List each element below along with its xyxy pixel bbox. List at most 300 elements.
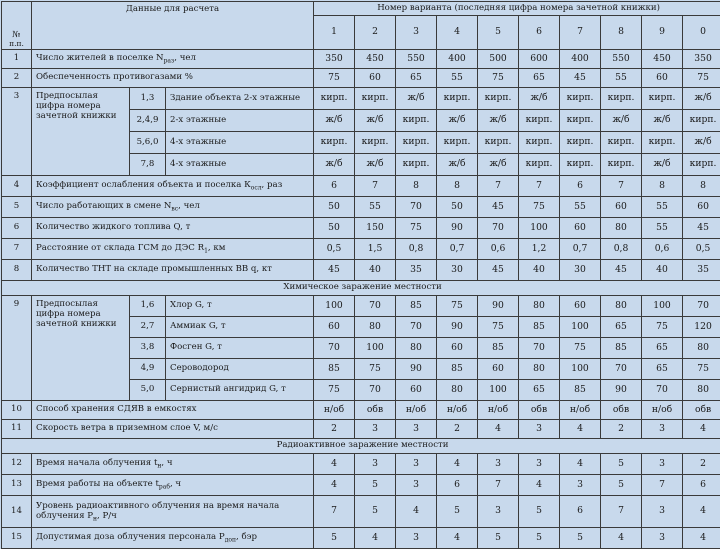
value-cell: 0,8 (396, 239, 437, 260)
variant-header: 1 (314, 16, 355, 50)
value-cell: 3 (396, 454, 437, 475)
value-cell: 65 (642, 338, 683, 359)
value-cell: 90 (437, 317, 478, 338)
value-cell: 60 (560, 218, 601, 239)
value-cell: н/об (396, 401, 437, 420)
value-cell: 85 (560, 380, 601, 401)
value-cell: 40 (642, 260, 683, 281)
table-row (2, 218, 720, 239)
value-cell: 2 (437, 420, 478, 439)
table-row (2, 420, 720, 439)
value-cell: 3 (396, 475, 437, 496)
value-cell: 85 (396, 296, 437, 317)
value-cell: обв (519, 401, 560, 420)
value-cell: 80 (519, 359, 560, 380)
value-cell: 7 (519, 176, 560, 197)
section-heading-chemical: Химическое заражение местности (2, 281, 720, 296)
value-cell: 100 (560, 359, 601, 380)
variant-header: 5 (478, 16, 519, 50)
value-cell: 3 (355, 454, 396, 475)
value-cell: 3 (478, 454, 519, 475)
value-cell: 5 (519, 496, 560, 528)
variant-header: 2 (355, 16, 396, 50)
sub-code: 4,9 (130, 359, 166, 380)
value-cell: 50 (314, 218, 355, 239)
table-row (2, 50, 720, 69)
value-cell: 3 (478, 496, 519, 528)
value-cell: кирп. (601, 88, 642, 110)
value-cell: 7 (478, 475, 519, 496)
value-cell: 3 (355, 420, 396, 439)
value-cell: ж/б (683, 88, 720, 110)
value-cell: 80 (601, 218, 642, 239)
value-cell: 70 (683, 296, 720, 317)
value-cell: н/об (314, 401, 355, 420)
value-cell: кирп. (314, 88, 355, 110)
value-cell: 65 (601, 317, 642, 338)
value-cell: 3 (642, 454, 683, 475)
row-label: Число работающих в смене $N_{вс}$, чел (32, 197, 314, 218)
value-cell: 0,7 (560, 239, 601, 260)
table-row (2, 88, 720, 110)
value-cell: 4 (683, 528, 720, 549)
value-cell: 5 (355, 496, 396, 528)
value-cell: ж/б (519, 88, 560, 110)
row-number: 13 (2, 475, 32, 496)
value-cell: 55 (601, 69, 642, 88)
row-number: 2 (2, 69, 32, 88)
value-cell: 5 (560, 528, 601, 549)
value-cell: 7 (601, 176, 642, 197)
value-cell: 85 (478, 338, 519, 359)
value-cell: 450 (642, 50, 683, 69)
value-cell: 90 (478, 296, 519, 317)
sub-code: 1,6 (130, 296, 166, 317)
header-data-label: Данные для расчета (32, 2, 314, 50)
value-cell: 400 (437, 50, 478, 69)
value-cell: 3 (396, 528, 437, 549)
value-cell: ж/б (355, 110, 396, 132)
sub-code: 5,0 (130, 380, 166, 401)
row-number: 11 (2, 420, 32, 439)
value-cell: обв (683, 401, 720, 420)
row-label: Способ хранения СДЯВ в емкостях (32, 401, 314, 420)
sub-desc: 4-х этажные (166, 132, 314, 154)
sub-code: 3,8 (130, 338, 166, 359)
value-cell: 7 (601, 496, 642, 528)
row-number: 8 (2, 260, 32, 281)
value-cell: 90 (396, 359, 437, 380)
value-cell: 5 (601, 454, 642, 475)
value-cell: кирп. (519, 110, 560, 132)
value-cell: 3 (396, 420, 437, 439)
sub-code: 1,3 (130, 88, 166, 110)
sub-desc: Здание объекта 2-х этажные (166, 88, 314, 110)
row-label: Время работы на объекте $t_{раб}$, ч (32, 475, 314, 496)
value-cell: 60 (560, 296, 601, 317)
value-cell: обв (355, 401, 396, 420)
value-cell: 3 (519, 454, 560, 475)
value-cell: 70 (396, 317, 437, 338)
value-cell: кирп. (560, 110, 601, 132)
value-cell: 4 (683, 496, 720, 528)
value-cell: 5 (519, 528, 560, 549)
row-label: Предпосылая цифра номера зачетной книжки (32, 296, 130, 401)
value-cell: 70 (355, 380, 396, 401)
value-cell: ж/б (601, 110, 642, 132)
value-cell: 75 (478, 317, 519, 338)
value-cell: 7 (478, 176, 519, 197)
sub-desc: 4-х этажные (166, 154, 314, 176)
row-number: 3 (2, 88, 32, 176)
value-cell: 55 (642, 197, 683, 218)
value-cell: 7 (642, 475, 683, 496)
value-cell: н/об (478, 401, 519, 420)
value-cell: кирп. (396, 132, 437, 154)
value-cell: 75 (560, 338, 601, 359)
value-cell: 8 (642, 176, 683, 197)
variant-header: 7 (560, 16, 601, 50)
value-cell: 0,5 (314, 239, 355, 260)
value-cell: 350 (314, 50, 355, 69)
row-number: 4 (2, 176, 32, 197)
header-variant-label: Номер варианта (последняя цифра номера зачетной книжки) (314, 2, 720, 16)
row-number: 15 (2, 528, 32, 549)
value-cell: 60 (642, 69, 683, 88)
value-cell: 60 (601, 197, 642, 218)
value-cell: кирп. (642, 132, 683, 154)
value-cell: кирп. (560, 88, 601, 110)
sub-desc: Сероводород (166, 359, 314, 380)
value-cell: 70 (478, 218, 519, 239)
table-row (2, 176, 720, 197)
value-cell: 4 (560, 420, 601, 439)
value-cell: 70 (642, 380, 683, 401)
value-cell: 100 (560, 317, 601, 338)
value-cell: ж/б (355, 154, 396, 176)
value-cell: 3 (642, 496, 683, 528)
row-label: Предпосылая цифра номера зачетной книжки (32, 88, 130, 176)
sub-desc: Фосген G, т (166, 338, 314, 359)
value-cell: 45 (601, 260, 642, 281)
value-cell: 60 (437, 338, 478, 359)
value-cell: 50 (437, 197, 478, 218)
row-number: 5 (2, 197, 32, 218)
value-cell: 6 (683, 475, 720, 496)
variant-header: 8 (601, 16, 642, 50)
value-cell: 55 (642, 218, 683, 239)
value-cell: 75 (355, 359, 396, 380)
row-number: 10 (2, 401, 32, 420)
variant-header: 6 (519, 16, 560, 50)
value-cell: 100 (519, 218, 560, 239)
value-cell: кирп. (519, 154, 560, 176)
value-cell: 80 (683, 380, 720, 401)
value-cell: 2 (314, 420, 355, 439)
header-no: № (4, 31, 29, 41)
value-cell: 65 (519, 380, 560, 401)
value-cell: 85 (437, 359, 478, 380)
value-cell: кирп. (683, 110, 720, 132)
value-cell: 6 (560, 496, 601, 528)
row-label: Количество жидкого топлива Q, т (32, 218, 314, 239)
row-label: Число жителей в поселке $N_{раз}$, чел (32, 50, 314, 69)
value-cell: 5 (601, 475, 642, 496)
value-cell: ж/б (314, 110, 355, 132)
value-cell: 450 (355, 50, 396, 69)
value-cell: 35 (396, 260, 437, 281)
value-cell: 45 (683, 218, 720, 239)
value-cell: 75 (437, 296, 478, 317)
value-cell: 85 (314, 359, 355, 380)
value-cell: 0,8 (601, 239, 642, 260)
value-cell: 80 (519, 296, 560, 317)
variant-header: 9 (642, 16, 683, 50)
row-label: Допустимая доза облучения персонала $P_{доп}$, бэр (32, 528, 314, 549)
value-cell: 600 (519, 50, 560, 69)
value-cell: 50 (314, 197, 355, 218)
value-cell: 40 (355, 260, 396, 281)
value-cell: 45 (560, 69, 601, 88)
value-cell: 4 (437, 528, 478, 549)
value-cell: кирп. (437, 88, 478, 110)
value-cell: кирп. (683, 154, 720, 176)
value-cell: 4 (355, 528, 396, 549)
value-cell: кирп. (560, 132, 601, 154)
table-row (2, 69, 720, 88)
value-cell: 0,5 (683, 239, 720, 260)
value-cell: 60 (314, 317, 355, 338)
value-cell: 6 (314, 176, 355, 197)
sub-desc: 2-х этажные (166, 110, 314, 132)
value-cell: 400 (560, 50, 601, 69)
value-cell: 2 (601, 420, 642, 439)
value-cell: 7 (355, 176, 396, 197)
value-cell: 65 (642, 359, 683, 380)
value-cell: 75 (314, 380, 355, 401)
table-row (2, 296, 720, 317)
value-cell: 30 (560, 260, 601, 281)
value-cell: 120 (683, 317, 720, 338)
sub-desc: Сернистый ангидрид G, т (166, 380, 314, 401)
value-cell: кирп. (437, 132, 478, 154)
value-cell: 4 (314, 475, 355, 496)
variants-table (1, 1, 720, 549)
value-cell: 80 (396, 338, 437, 359)
header-number-cell (2, 2, 32, 50)
value-cell: 75 (683, 359, 720, 380)
value-cell: обв (601, 401, 642, 420)
value-cell: ж/б (642, 110, 683, 132)
row-label: Обеспеченность противогазами % (32, 69, 314, 88)
row-label: Расстояние от склада ГСМ до ДЭС $R_1$, км (32, 239, 314, 260)
value-cell: 100 (642, 296, 683, 317)
value-cell: 60 (355, 69, 396, 88)
value-cell: 70 (519, 338, 560, 359)
value-cell: ж/б (683, 132, 720, 154)
value-cell: 4 (314, 454, 355, 475)
row-number: 6 (2, 218, 32, 239)
value-cell: ж/б (396, 88, 437, 110)
table-row (2, 401, 720, 420)
value-cell: ж/б (314, 154, 355, 176)
value-cell: 5 (314, 528, 355, 549)
table-row (2, 454, 720, 475)
variant-header: 3 (396, 16, 437, 50)
value-cell: 4 (519, 475, 560, 496)
value-cell: 80 (601, 296, 642, 317)
value-cell: ж/б (478, 110, 519, 132)
value-cell: 350 (683, 50, 720, 69)
value-cell: кирп. (355, 88, 396, 110)
value-cell: 0,6 (642, 239, 683, 260)
value-cell: 80 (437, 380, 478, 401)
row-number: 12 (2, 454, 32, 475)
table-row (2, 475, 720, 496)
sub-code: 5,6,0 (130, 132, 166, 154)
value-cell: 75 (314, 69, 355, 88)
value-cell: 70 (355, 296, 396, 317)
value-cell: кирп. (560, 154, 601, 176)
value-cell: 5 (355, 475, 396, 496)
value-cell: 8 (396, 176, 437, 197)
value-cell: 4 (478, 420, 519, 439)
value-cell: кирп. (478, 88, 519, 110)
value-cell: 65 (519, 69, 560, 88)
value-cell: 75 (683, 69, 720, 88)
header-pp: п.п. (4, 40, 29, 49)
row-label: Коэффициент ослабления объекта и поселка $К_{осл}$, раз (32, 176, 314, 197)
value-cell: 80 (683, 338, 720, 359)
value-cell: 550 (601, 50, 642, 69)
value-cell: кирп. (355, 132, 396, 154)
value-cell: ж/б (437, 154, 478, 176)
value-cell: 4 (601, 528, 642, 549)
value-cell: н/об (642, 401, 683, 420)
value-cell: 100 (314, 296, 355, 317)
value-cell: 40 (519, 260, 560, 281)
value-cell: 100 (355, 338, 396, 359)
value-cell: кирп. (396, 154, 437, 176)
value-cell: 75 (478, 69, 519, 88)
sub-code: 2,7 (130, 317, 166, 338)
value-cell: н/об (437, 401, 478, 420)
value-cell: 4 (560, 454, 601, 475)
value-cell: 550 (396, 50, 437, 69)
sub-desc: Аммиак G, т (166, 317, 314, 338)
value-cell: 35 (683, 260, 720, 281)
value-cell: 3 (642, 420, 683, 439)
value-cell: 100 (478, 380, 519, 401)
value-cell: 500 (478, 50, 519, 69)
value-cell: 70 (396, 197, 437, 218)
value-cell: ж/б (478, 154, 519, 176)
value-cell: ж/б (642, 154, 683, 176)
value-cell: 2 (683, 454, 720, 475)
value-cell: ж/б (437, 110, 478, 132)
value-cell: 75 (396, 218, 437, 239)
sub-desc: Хлор G, т (166, 296, 314, 317)
row-number: 7 (2, 239, 32, 260)
value-cell: 4 (683, 420, 720, 439)
row-label: Количество ТНТ на складе промышленных ВВ q, кт (32, 260, 314, 281)
value-cell: 6 (560, 176, 601, 197)
value-cell: 70 (314, 338, 355, 359)
value-cell: 4 (396, 496, 437, 528)
row-label: Время начала облучения $t_н$, ч (32, 454, 314, 475)
row-number: 9 (2, 296, 32, 401)
variant-header: 0 (683, 16, 720, 50)
value-cell: 45 (478, 197, 519, 218)
table-row (2, 260, 720, 281)
value-cell: 60 (396, 380, 437, 401)
value-cell: 150 (355, 218, 396, 239)
table-row (2, 197, 720, 218)
value-cell: 85 (601, 338, 642, 359)
value-cell: 75 (642, 317, 683, 338)
value-cell: 0,7 (437, 239, 478, 260)
value-cell: кирп. (314, 132, 355, 154)
value-cell: кирп. (601, 132, 642, 154)
value-cell: кирп. (642, 88, 683, 110)
value-cell: 75 (519, 197, 560, 218)
row-number: 14 (2, 496, 32, 528)
value-cell: 65 (396, 69, 437, 88)
value-cell: 85 (519, 317, 560, 338)
value-cell: 55 (560, 197, 601, 218)
value-cell: 60 (683, 197, 720, 218)
value-cell: 3 (642, 528, 683, 549)
row-number: 1 (2, 50, 32, 69)
table-row (2, 239, 720, 260)
value-cell: 5 (437, 496, 478, 528)
value-cell: 6 (437, 475, 478, 496)
value-cell: 5 (478, 528, 519, 549)
value-cell: 80 (355, 317, 396, 338)
row-label: Скорость ветра в приземном слое V, м/с (32, 420, 314, 439)
value-cell: 3 (519, 420, 560, 439)
value-cell: 90 (601, 380, 642, 401)
value-cell: 55 (355, 197, 396, 218)
value-cell: 4 (437, 454, 478, 475)
value-cell: кирп. (519, 132, 560, 154)
section-heading-radiation: Радиоактивное заражение местности (2, 439, 720, 454)
value-cell: 0,6 (478, 239, 519, 260)
value-cell: кирп. (601, 154, 642, 176)
value-cell: кирп. (396, 110, 437, 132)
sub-code: 7,8 (130, 154, 166, 176)
value-cell: 30 (437, 260, 478, 281)
sub-code: 2,4,9 (130, 110, 166, 132)
value-cell: кирп. (478, 132, 519, 154)
value-cell: 90 (437, 218, 478, 239)
value-cell: 70 (601, 359, 642, 380)
variant-header: 4 (437, 16, 478, 50)
value-cell: 1,5 (355, 239, 396, 260)
value-cell: 8 (437, 176, 478, 197)
value-cell: 45 (314, 260, 355, 281)
value-cell: н/об (560, 401, 601, 420)
value-cell: 1,2 (519, 239, 560, 260)
value-cell: 3 (560, 475, 601, 496)
value-cell: 7 (314, 496, 355, 528)
value-cell: 60 (478, 359, 519, 380)
value-cell: 8 (683, 176, 720, 197)
table-row (2, 528, 720, 549)
value-cell: 55 (437, 69, 478, 88)
row-label: Уровень радиоактивного облучения на время начала облучения $P_н$, Р/ч (32, 496, 314, 528)
table-row (2, 496, 720, 528)
